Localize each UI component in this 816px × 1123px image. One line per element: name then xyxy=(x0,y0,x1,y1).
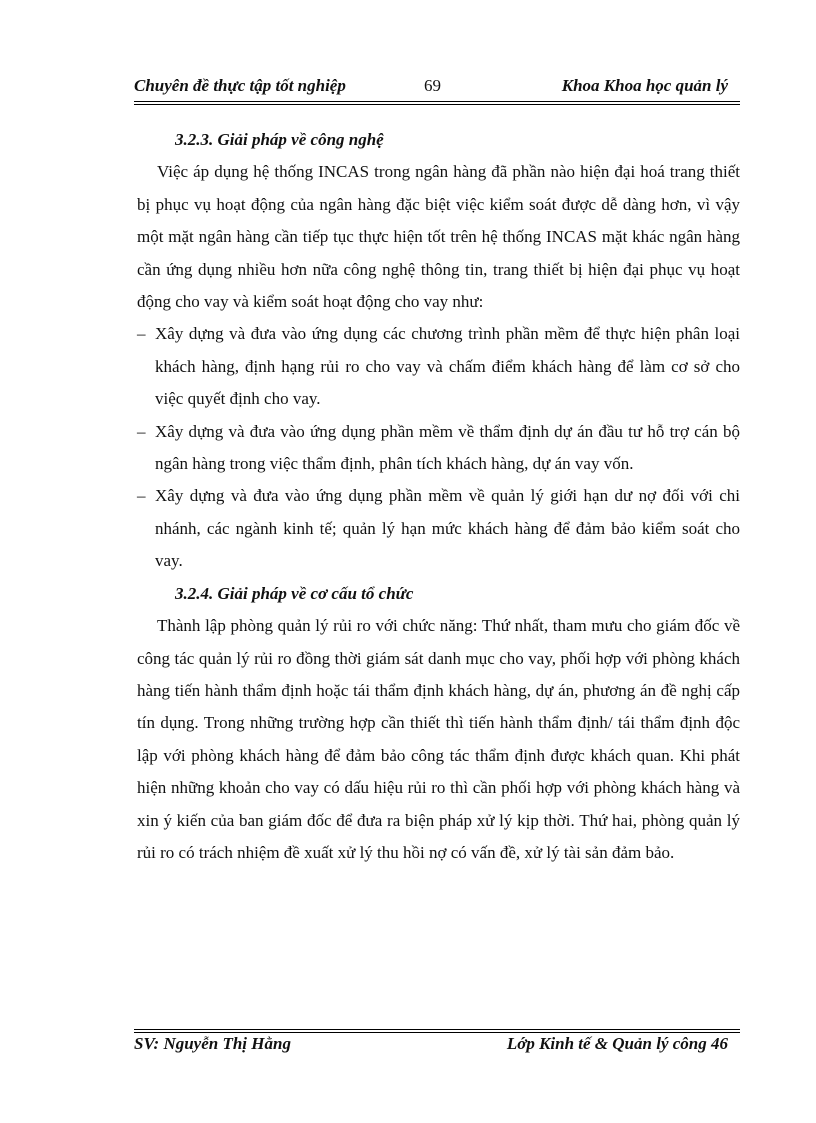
page-header xyxy=(134,76,740,102)
footer-student-name: SV: Nguyễn Thị Hằng xyxy=(134,1034,291,1053)
page-body xyxy=(137,124,740,869)
bullet-text: Xây dựng và đưa vào ứng dụng các chương trình phần mềm để thực hiện phân loại khách hàng, định hạng rủi ro cho vay và chấm điểm khách hàng để làm cơ sở cho việc quyết định cho vay. xyxy=(155,324,740,409)
bullet-item xyxy=(137,480,740,577)
bullet-dash: – xyxy=(137,324,146,344)
paragraph-technology-intro: Việc áp dụng hệ thống INCAS trong ngân hàng đã phần nào hiện đại hoá trang thiết bị phục vụ hoạt động của ngân hàng đặc biệt việc kiểm soát được dễ dàng hơn, vì vậy một mặt ngân hàng cần tiếp tục thực hiện tốt trên hệ thống INCAS mặt khác ngân hàng cần ứng dụng nhiều hơn nữa công nghệ thông tin, trang thiết bị hiện đại phục vụ hoạt động cho vay và kiểm soát hoạt động cho vay như: xyxy=(137,162,740,312)
bullet-text: Xây dựng và đưa vào ứng dụng phần mềm về quản lý giới hạn dư nợ đối với chi nhánh, các ngành kinh tế; quản lý hạn mức khách hàng để đảm bảo kiểm soát cho vay. xyxy=(155,486,740,571)
section-heading-organization: 3.2.4. Giải pháp về cơ cấu tổ chức xyxy=(175,583,414,603)
bullet-dash: – xyxy=(137,486,146,506)
page-footer xyxy=(134,1034,740,1060)
header-document-title: Chuyên đề thực tập tốt nghiệp xyxy=(134,76,346,95)
page-number: 69 xyxy=(424,76,441,95)
header-faculty: Khoa Khoa học quản lý xyxy=(561,76,728,95)
header-divider xyxy=(134,101,740,105)
bullet-text: Xây dựng và đưa vào ứng dụng phần mềm về thẩm định dự án đầu tư hỗ trợ cán bộ ngân hàng trong việc thẩm định, phân tích khách hàng, dự án vay vốn. xyxy=(155,421,740,474)
bullet-item xyxy=(137,318,740,415)
footer-class-name: Lớp Kinh tế & Quản lý công 46 xyxy=(506,1034,728,1053)
paragraph-organization: Thành lập phòng quản lý rủi ro với chức năng: Thứ nhất, tham mưu cho giám đốc về công tác quản lý rủi ro đồng thời giám sát danh mục cho vay, phối hợp với phòng khách hàng tiến hành thẩm định hoặc tái thẩm định khách hàng, dự án, phương án đề nghị cấp tín dụng. Trong những trường hợp cần thiết thì tiến hành thẩm định/ tái thẩm định độc lập với phòng khách hàng để đảm bảo công tác thẩm định được khách quan. Khi phát hiện những khoản cho vay có dấu hiệu rủi ro thì cần phối hợp với phòng khách hàng và xin ý kiến của ban giám đốc để đưa ra biện pháp xử lý kịp thời. Thứ hai, phòng quản lý rủi ro có trách nhiệm đề xuất xử lý thu hồi nợ có vấn đề, xử lý tài sản đảm bảo. xyxy=(137,616,740,862)
footer-divider xyxy=(134,1029,740,1033)
bullet-dash: – xyxy=(137,421,146,441)
section-heading-technology: 3.2.3. Giải pháp về công nghệ xyxy=(175,130,384,149)
bullet-item xyxy=(137,416,740,481)
